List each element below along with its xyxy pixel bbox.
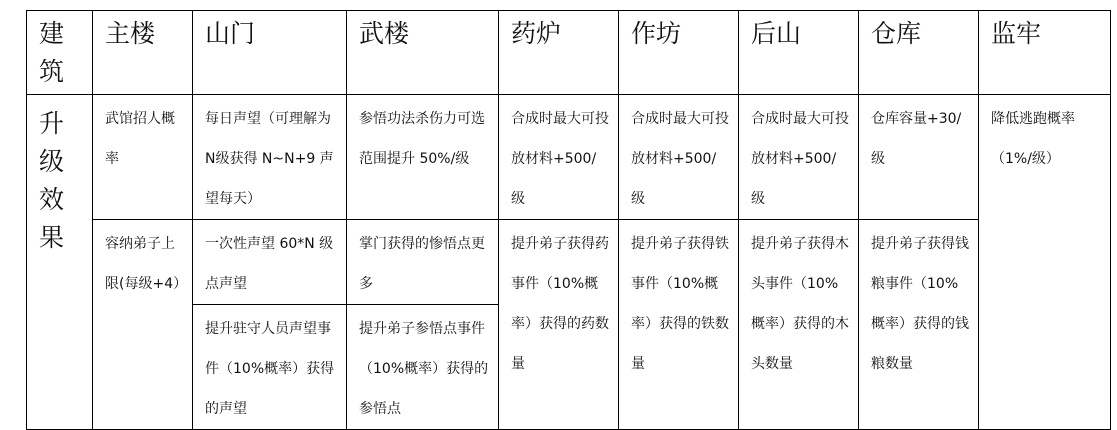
header-workshop: 作坊: [619, 11, 739, 95]
cell-main-hall-2: 容纳弟子上限(每级+4）: [93, 220, 193, 430]
cell-martial-hall-2: 掌门获得的惨悟点更多: [347, 220, 499, 305]
cell-workshop-2: 提升弟子获得铁事件（10%概率）获得的铁数量: [619, 220, 739, 430]
cell-gate-1: 每日声望（可理解为N级获得 N~N+9 声望每天）: [193, 95, 347, 220]
cell-prison-1: 降低逃跑概率（1%/级）: [979, 95, 1111, 430]
upgrade-effects-table: [26, 10, 1111, 430]
cell-back-mountain-2: 提升弟子获得木头事件（10%概率）获得的木头数量: [739, 220, 859, 430]
cell-warehouse-2: 提升弟子获得钱粮事件（10%概率）获得的钱粮数量: [859, 220, 979, 430]
cell-martial-hall-1: 参悟功法杀伤力可选范围提升 50%/级: [347, 95, 499, 220]
header-furnace: 药炉: [499, 11, 619, 95]
header-main-hall: 主楼: [93, 11, 193, 95]
cell-main-hall-1: 武馆招人概率: [93, 95, 193, 220]
table-row: [27, 95, 1111, 220]
header-back-mountain: 后山: [739, 11, 859, 95]
row-label-upgrade-effects: 升级效果: [27, 95, 93, 430]
header-martial-hall: 武楼: [347, 11, 499, 95]
header-warehouse: 仓库: [859, 11, 979, 95]
header-gate: 山门: [193, 11, 347, 95]
header-building: 建筑: [27, 11, 93, 95]
cell-gate-2: 一次性声望 60*N 级点声望: [193, 220, 347, 305]
cell-furnace-1: 合成时最大可投放材料+500/级: [499, 95, 619, 220]
cell-furnace-2: 提升弟子获得药事件（10%概率）获得的药数量: [499, 220, 619, 430]
cell-gate-3: 提升驻守人员声望事件（10%概率）获得的声望: [193, 305, 347, 430]
header-prison: 监牢: [979, 11, 1111, 95]
cell-workshop-1: 合成时最大可投放材料+500/级: [619, 95, 739, 220]
cell-back-mountain-1: 合成时最大可投放材料+500/级: [739, 95, 859, 220]
table-row: [27, 220, 1111, 305]
cell-warehouse-1: 仓库容量+30/级: [859, 95, 979, 220]
header-row: [27, 11, 1111, 95]
cell-martial-hall-3: 提升弟子参悟点事件（10%概率）获得的参悟点: [347, 305, 499, 430]
